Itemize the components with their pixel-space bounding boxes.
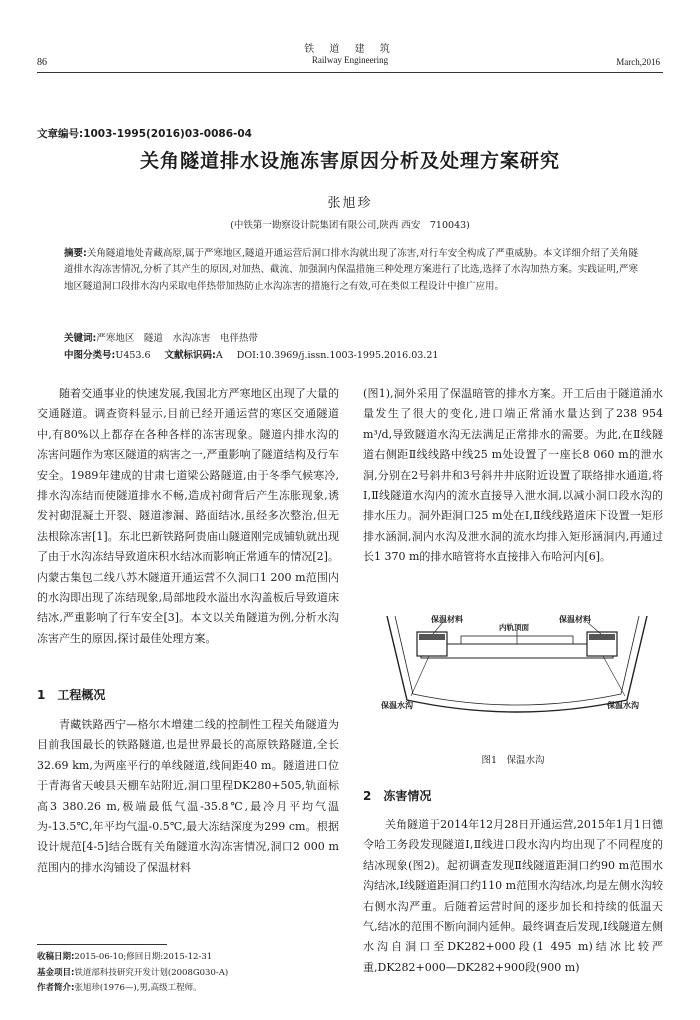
footnotes — [37, 950, 337, 997]
abstract-label: 摘要: — [64, 248, 87, 259]
author: 张旭珍 — [327, 196, 373, 211]
section-1-body — [37, 715, 339, 878]
journal-name-en: Railway Engineering — [311, 55, 389, 65]
leader-ditch-left — [411, 656, 429, 696]
clc-label: 中图分类号: — [64, 350, 116, 361]
figure-1-caption: 图1 保温水沟 — [481, 755, 545, 766]
left-insulation — [419, 634, 445, 640]
keywords-text: 严寒地区 隧道 水沟冻害 电伴热带 — [96, 333, 258, 344]
label-ditch-left: 保温水沟 — [381, 701, 413, 710]
label-insulation-right: 保温材料 — [559, 615, 591, 624]
section-2-text: 关角隧道于2014年12月28日开通运营,2015年1月1日德令哈工务段发现隧道Ⅰ,Ⅱ线进口段水沟内均出现了不同程度的结冰现象(图2)。起初调查发现Ⅱ线隧道距洞口约90 m范围水沟结冰,Ⅰ线隧道距洞口约110 m范围水沟结冰,均是左侧水沟较右侧水沟严重。后随着运营时间的逐步加长和持续的低温天气,结冰的范围不断向洞内延伸。最终调查后发现,Ⅰ线隧道左侧水沟自洞口至DK282+000段(1 495 m)结冰比较严重,DK282+000—DK282+900段(900 m) — [363, 818, 663, 974]
footnote-received: 收稿日期:2015-06-10;修回日期:2015-12-31 — [37, 952, 213, 962]
abstract-text: 关角隧道地处青藏高原,属于严寒地区,隧道开通运营后洞口排水沟就出现了冻害,对行车安全构成了严重威胁。本文详细介绍了关角隧道排水沟冻害情况,分析了其产生的原因,对加热、截流、加强洞内保温措施三种处理方案进行了比选,选择了水沟加热方案。实践证明,严寒地区隧道洞口段排水沟内采取电伴热带加热防止水沟冻害的措施行之有效,可在类似工程设计中推广应用。 — [64, 248, 638, 292]
intro-paragraph — [37, 384, 339, 649]
footnote-author: 作者简介:张旭珍(1976—),男,高级工程师。 — [37, 983, 202, 993]
page-number: 86 — [37, 57, 47, 68]
right-column-text: (图1),洞外采用了保温暗管的排水方案。开工后由于隧道涌水量发生了很大的变化,进口端正常涌水量达到了238 954 m³/d,导致隧道水沟无法满足正常排水的需要。为此,在Ⅱ线隧道右侧距Ⅱ线线路中线25 m处设置了一座长8 060 m的泄水洞,分别在2号斜井和3号斜井井底附近设置了联络排水通道,将Ⅰ,Ⅱ线隧道水沟内的流水直接导入泄水洞,以减小洞口段水沟的排水压力。洞外距洞口25 m处在Ⅰ,Ⅱ线线路道床下设置一矩形排水涵洞,洞内水沟及泄水洞的流水均排入矩形涵洞内,再通过长1 370 m的排水暗管将水直接排入布哈河内[6]。 — [363, 387, 663, 564]
paper-title: 关角隧道排水设施冻害原因分析及处理方案研究 — [139, 150, 560, 172]
label-rail-top: 内轨顶面 — [499, 623, 529, 632]
doc-code-value: A — [215, 350, 223, 361]
right-insulation — [589, 634, 615, 640]
label-insulation-left: 保温材料 — [431, 615, 463, 624]
article-number: 文章编号:1003-1995(2016)03-0086-04 — [37, 128, 252, 140]
footnote-rule — [37, 944, 167, 945]
footnote-fund: 基金项目:铁道部科技研究开发计划(2008G030-A) — [37, 967, 229, 978]
figure-1-insulated-ditch — [381, 614, 653, 724]
clc-value: U453.6 — [115, 350, 151, 361]
doc-code-label: 文献标识码: — [164, 350, 216, 361]
section-2-heading: 2 冻害情况 — [363, 789, 432, 803]
section-2-body — [363, 815, 663, 978]
keywords — [64, 330, 638, 344]
abstract — [64, 246, 638, 295]
intro-text: 随着交通事业的快速发展,我国北方严寒地区出现了大量的交通隧道。调查资料显示,目前已经开通运营的寒区交通隧道中,有80%以上都存在各种各样的冻害现象。隧道内排水沟的冻害问题作为寒区隧道的病害之一,严重影响了隧道结构及行车安全。1989年建成的甘肃七道梁公路隧道,由于冬季气候寒冷,排水沟冻结而使隧道排水不畅,造成衬砌背后产生冻胀现象,诱发衬砌混凝土开裂、隧道渗漏、路面结冰,虽经多次整治,但无法根除冻害[1]。东北巴新铁路阿贵庙山隧道刚完成铺轨就出现了由于水沟冻结导致道床积水结冰而影响正常通车的情况[2]。内蒙古集包二线八苏木隧道开通运营不久洞口1 200 m范围内的水沟即出现了冻结现象,局部地段水溢出水沟盖板后导致道床结冰,严重影响了行车安全[3]。本文以关角隧道为例,分析水沟冻害产生的原因,探讨最佳处理方案。 — [37, 387, 339, 645]
keywords-label: 关键词: — [64, 333, 97, 344]
label-ditch-right: 保温水沟 — [607, 701, 639, 710]
right-column-top — [363, 384, 663, 568]
journal-name-cn: 铁 道 建 筑 — [304, 44, 396, 55]
section-1-text: 青藏铁路西宁—格尔木增建二线的控制性工程关角隧道为目前我国最长的铁路隧道,也是世界最长的高原铁路隧道,全长32.69 km,为两座平行的单线隧道,线间距40 m。隧道进口位于青海省天峻县天棚车站附近,洞口里程DK280+505,轨面标高3 380.26 m,极端最低气温-35.8℃,最冷月平均气温为-13.5℃,年平均气温-0.5℃,最大冻结深度为299 cm。根据设计规范[4-5]结合既有关角隧道水沟冻害情况,洞口2 000 m范围内的排水沟铺设了保温材料 — [37, 718, 339, 874]
issue-date: March,2016 — [616, 57, 660, 67]
affiliation: (中铁第一勘察设计院集团有限公司,陕西 西安 710043) — [230, 220, 470, 231]
section-1-heading: 1 工程概况 — [37, 688, 106, 702]
track-bed — [421, 644, 613, 658]
classification-line — [64, 347, 638, 361]
leader-ditch-right — [603, 656, 625, 696]
doi: DOI:10.3969/j.issn.1003-1995.2016.03.21 — [236, 350, 439, 361]
header-rule — [37, 72, 663, 73]
